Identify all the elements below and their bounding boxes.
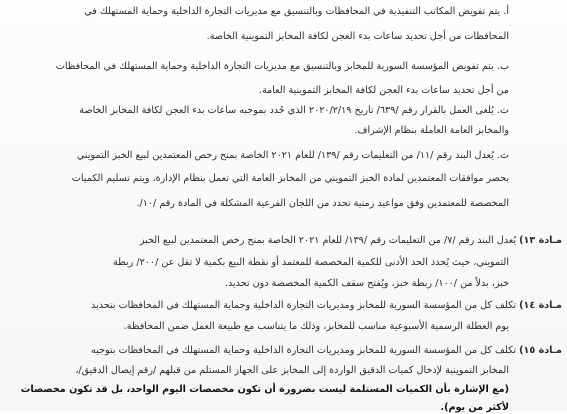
article-13-line-3: خبز، بدلاً من /١٠٠/ ربطة خبز، ويُفتح سقف الكمية المخصصة دون تحديد.	[224, 278, 509, 289]
text-line-8: بحصر موافقات المعتمدين لمادة الخبز التمويني من المخابز العامة التي تعمل بنظام الإدارة، ويتم تسليم الكميات	[71, 173, 509, 184]
text-line-5: ت. يُلغى العمل بالقرار رقم /٦٣٩/ تاريخ ٢٠٢٠/٢/١٩ الذي حُدد بموجبه ساعات بدء العجن لكافة المخابز الخاصة	[79, 105, 509, 116]
article-14-label: مـادة ١٤)	[519, 300, 562, 311]
text-line-2: المحافظات من أجل تحديد ساعات بدء العجن لكافة المخابز التموينية الخاصة.	[206, 31, 509, 42]
article-14-line-2: يوم العطلة الرسمية الأسبوعية مناسب للمخابز، وذلك ما يتناسب مع طبيعة العمل ضمن المحافظة.	[123, 321, 509, 332]
article-15-line-2: المخابز التموينية لإدخال كميات الدقيق الواردة إلى المخابز على الجهاز المستلم من قبلهم /رقم إيصال الدقيق/،	[75, 365, 509, 376]
article-15-line-1: مـادة ١٥) تكلف كل من المؤسسة السورية للمخابز ومديريات التجارة الداخلية وحماية المستهلك في المحافظات بتوجيه	[91, 345, 562, 356]
text-line-1: أ. يتم تفويض المكاتب التنفيذية في المحافظات وبالتنسيق مع مديريات التجارة الداخلية وحماية المستهلك في	[84, 6, 509, 17]
article-15-line-3: (مع الإشارة بأن الكميات المستلمة ليست بضرورة أن تكون مخصصات اليوم الواحد، بل قد تكون مخصصات	[20, 384, 509, 395]
text-line-4: من أجل تحديد ساعات بدء العجن لكافة المخابز التموينية العامة.	[258, 85, 509, 96]
text-line-9: المخصصة للمعتمدين وفق مواعيد زمنية تحدد من اللجان الفرعية المشكلة في المادة رقم /١٠/.	[136, 198, 509, 209]
article-13-line-1: مـادة ١٣) يُعدل البند رقم /٧/ من التعليمات رقم /١٣٩/ للعام ٢٠٢١ الخاصة بمنح رخص المعتمدين لبيع الخبز	[139, 235, 562, 246]
article-15-line-4: لأكثر من يوم).	[440, 402, 509, 413]
article-13-label: مـادة ١٣)	[519, 235, 562, 246]
text-line-3: ب. يتم تفويض المؤسسة السورية للمخابز وبالتنسيق مع مديريات التجارة الداخلية وحماية المستهلك في المحافظات	[55, 61, 509, 72]
article-13-line-2: التمويني، حيث يُحدد الحد الأدنى للكمية المخصصة للمعتمد أو نقطة البيع بكمية لا تقل عن /٢٠٠/ ربطة	[112, 257, 509, 268]
article-15-label: مـادة ١٥)	[519, 345, 562, 356]
article-14-line-1: مـادة ١٤) تكلف كل من المؤسسة السورية للمخابز ومديريات التجارة الداخلية وحماية المستهلك في المحافظات بتحديد	[91, 300, 562, 311]
text-line-6: والمخابز العامة العاملة بنظام الإشراف.	[354, 125, 509, 136]
text-line-7: ث. يُعدل البند رقم /١١/ من التعليمات رقم /١٣٩/ للعام ٢٠٢١ الخاصة بمنح رخص المعتمدين لبيع الخبز التمويني	[76, 150, 509, 161]
